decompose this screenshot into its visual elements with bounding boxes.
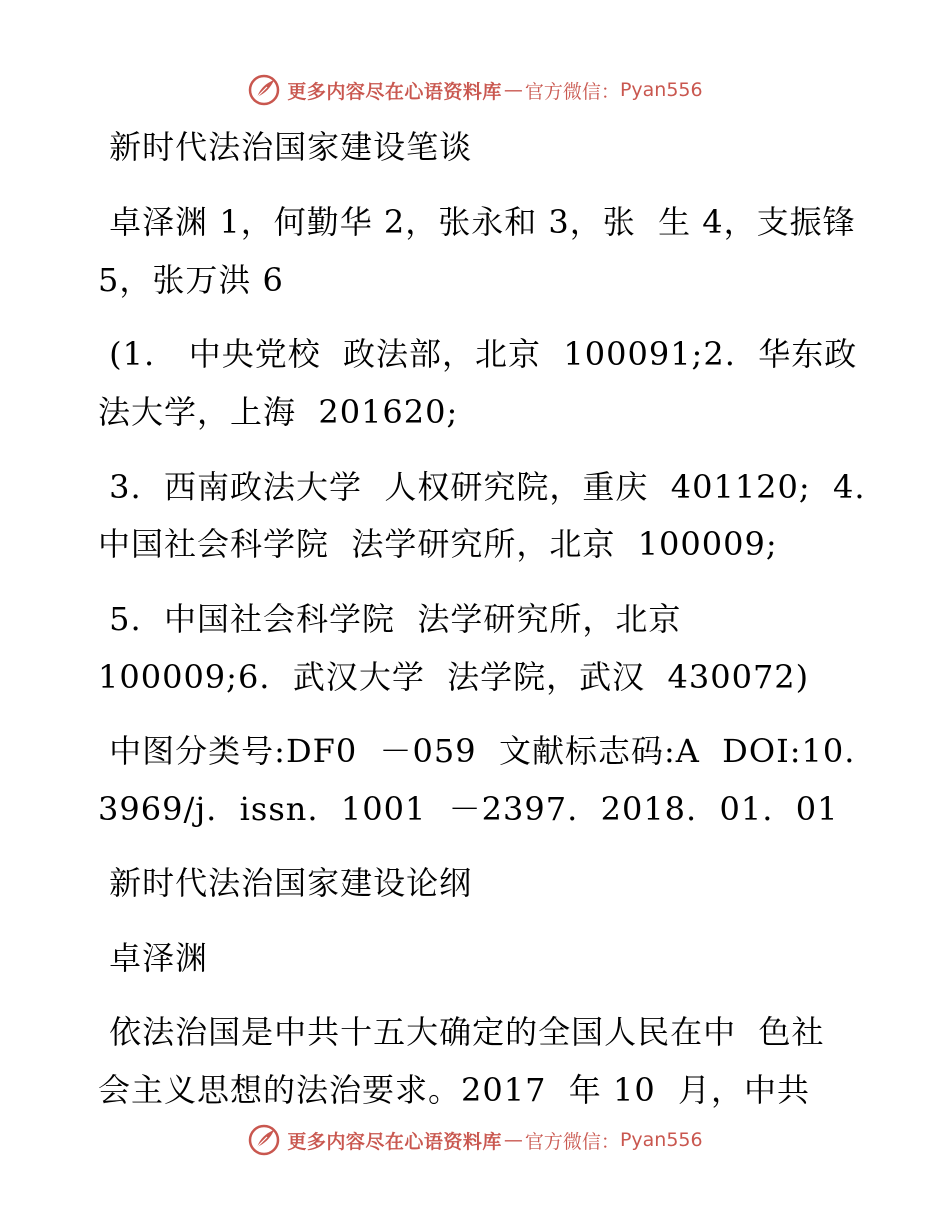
watermark-wechat-label: 官方微信： <box>524 80 620 103</box>
watermark-separator: — <box>503 79 523 101</box>
affiliation-line-5: 5. 中国社会科学院 法学研究所，北京 <box>98 600 682 638</box>
authors-line-1: 卓泽渊 1，何勤华 2，张永和 3，张 生 4，支振锋 <box>98 203 856 241</box>
section-author: 卓泽渊 <box>98 939 209 977</box>
watermark-separator: — <box>503 1129 523 1151</box>
watermark-wechat-id: Pyan556 <box>619 79 703 101</box>
watermark-text: 更多内容尽在心语资料库 <box>287 1130 502 1153</box>
affiliation-line-4: 中国社会科学院 法学研究所，北京 100009; <box>98 525 778 563</box>
section-title: 新时代法治国家建设论纲 <box>98 864 473 902</box>
classification-line-2: 3969/j. issn. 1001 －2397. 2018. 01. 01 <box>98 790 839 828</box>
body-paragraph-line-2: 会主义思想的法治要求。2017 年 10 月，中共 <box>98 1071 811 1109</box>
watermark-banner-bottom <box>0 1120 950 1160</box>
body-paragraph-line-1: 依法治国是中共十五大确定的全国人民在中 色社 <box>98 1013 825 1051</box>
affiliation-line-3: 3. 西南政法大学 人权研究院，重庆 401120; 4. <box>98 468 866 506</box>
affiliation-line-6: 100009;6. 武汉大学 法学院，武汉 430072) <box>98 658 810 696</box>
feather-pen-icon <box>247 73 281 107</box>
classification-line-1: 中图分类号:DF0 －059 文献标志码:A DOI:10. <box>98 732 856 770</box>
feather-pen-icon <box>247 1123 281 1157</box>
watermark-banner-top <box>0 70 950 110</box>
affiliation-line-1: (1. 中央党校 政法部，北京 100091;2. 华东政 <box>98 335 858 373</box>
authors-line-2: 5，张万洪 6 <box>98 261 284 299</box>
watermark-wechat-id: Pyan556 <box>619 1129 703 1151</box>
watermark-wechat-label: 官方微信： <box>524 1130 620 1153</box>
watermark-text: 更多内容尽在心语资料库 <box>287 80 502 103</box>
affiliation-line-2: 法大学，上海 201620; <box>98 393 459 431</box>
doc-title: 新时代法治国家建设笔谈 <box>98 128 473 166</box>
